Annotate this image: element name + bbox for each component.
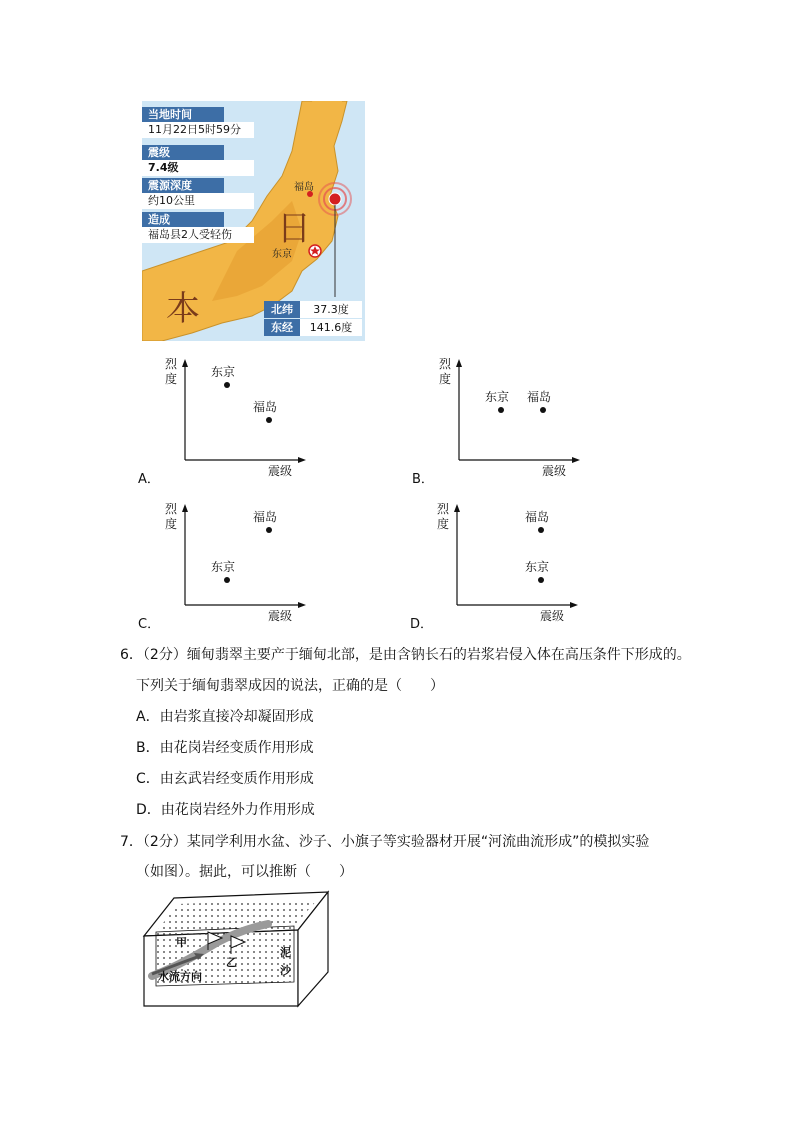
chart-a-point-label-0: 东京 [211, 365, 236, 379]
chart-b-point-1 [540, 407, 546, 413]
char-ben: 本 [166, 289, 200, 329]
q6-option-b[interactable]: B．由花岗岩经变质作用形成 [136, 740, 314, 756]
chart-a-axes [140, 355, 400, 475]
q6-stem-line2: 下列关于缅甸翡翠成因的说法，正确的是（ ） [136, 678, 444, 694]
chart-option-a [140, 355, 400, 478]
sand-label-2: 沙 [280, 964, 291, 977]
chart-d-point-label-1: 东京 [525, 560, 550, 574]
chart-d-point-0 [538, 527, 544, 533]
sand-tray-drawing [138, 890, 332, 1008]
chart-b-point-0 [498, 407, 504, 413]
latitude-label: 北纬 [264, 301, 300, 318]
local-time-label: 当地时间 [142, 107, 224, 122]
q6-option-c[interactable]: C．由玄武岩经变质作用形成 [136, 771, 314, 787]
chart-option-b [414, 355, 674, 478]
tokyo-label: 东京 [272, 249, 292, 260]
chart-option-d [412, 500, 672, 623]
chart-d-option-label: D． [410, 617, 434, 632]
chart-c-xlabel: 震级 [268, 609, 293, 623]
chart-b-ylabel: 烈 度 [438, 357, 451, 386]
chart-c-point-0 [266, 527, 272, 533]
chart-b-point-label-0: 东京 [485, 390, 510, 404]
chart-option-c [140, 500, 400, 623]
longitude-label: 东经 [264, 319, 300, 336]
chart-a-option-label: A． [138, 472, 160, 487]
depth-label: 震源深度 [142, 178, 224, 193]
flag-jia-label: 甲 [176, 936, 187, 949]
flag-yi-label: 乙 [226, 956, 237, 969]
q6-option-a[interactable]: A．由岩浆直接冷却凝固形成 [136, 709, 314, 725]
effect-label: 造成 [142, 212, 224, 227]
chart-a-xlabel: 震级 [268, 464, 293, 478]
fukushima-label: 福岛 [294, 182, 314, 193]
chart-a-point-0 [224, 382, 230, 388]
chart-b-xlabel: 震级 [542, 464, 567, 478]
chart-d-xlabel: 震级 [540, 609, 565, 623]
chart-a-point-1 [266, 417, 272, 423]
chart-c-point-label-1: 东京 [211, 560, 236, 574]
effect-value: 福岛县2人受轻伤 [142, 227, 254, 243]
sand-label-1: 泥 [280, 946, 291, 959]
chart-c-option-label: C． [138, 617, 161, 632]
q6-option-d[interactable]: D．由花岗岩经外力作用形成 [136, 802, 315, 818]
chart-d-point-label-0: 福岛 [525, 510, 550, 524]
chart-c-point-label-0: 福岛 [253, 510, 278, 524]
magnitude-value: 7.4级 [142, 160, 254, 176]
chart-c-ylabel: 烈 度 [164, 502, 177, 531]
chart-b-option-label: B． [412, 472, 434, 487]
chart-b-axes [414, 355, 674, 475]
chart-d-point-1 [538, 577, 544, 583]
local-time-value: 11月22日5时59分 [142, 122, 254, 138]
chart-b-point-label-1: 福岛 [527, 390, 552, 404]
char-ri: 日 [277, 209, 311, 249]
magnitude-label: 震级 [142, 145, 224, 160]
flow-direction-label: 水流方向 [158, 970, 202, 983]
latitude-value: 37.3度 [300, 301, 362, 318]
chart-a-ylabel: 烈 度 [164, 357, 177, 386]
chart-d-ylabel: 烈 度 [436, 502, 449, 531]
chart-c-point-1 [224, 577, 230, 583]
q7-stem-line1: 7．（2分）某同学利用水盆、沙子、小旗子等实验器材开展“河流曲流形成”的模拟实验 [120, 834, 650, 850]
japan-earthquake-map [142, 101, 365, 341]
sand-tray-figure [138, 890, 332, 1008]
depth-value: 约10公里 [142, 193, 254, 209]
chart-a-point-label-1: 福岛 [253, 400, 278, 414]
longitude-value: 141.6度 [300, 319, 362, 336]
q7-stem-line2: （如图）。据此，可以推断（ ） [136, 864, 353, 880]
q6-stem-line1: 6．（2分）缅甸翡翠主要产于缅甸北部，是由含钠长石的岩浆岩侵入体在高压条件下形成的。 [120, 647, 691, 663]
